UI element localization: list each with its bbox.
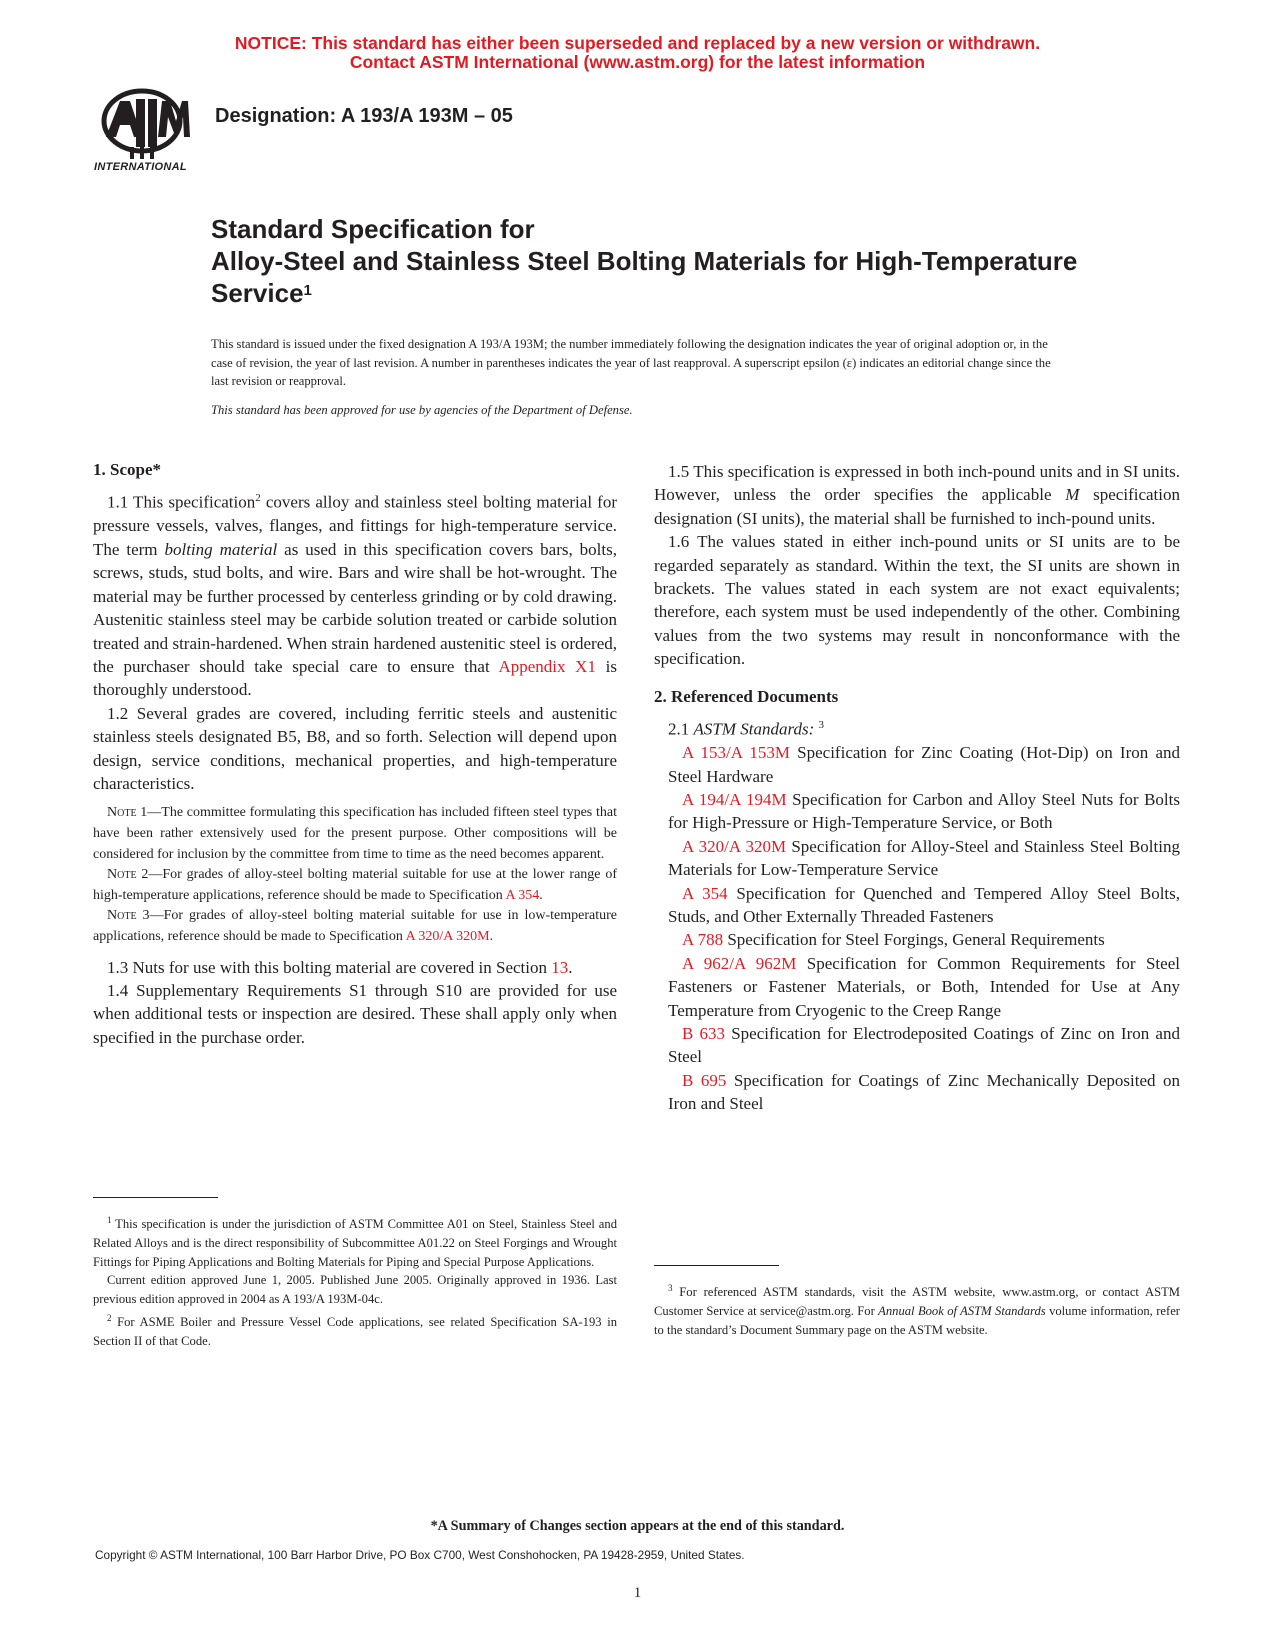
list-item (654, 788, 1180, 835)
standard-title: Specification for Coatings of Zinc Mechanically Deposited on Iron and Steel (668, 1070, 1181, 1114)
a320-link[interactable]: A 320/A 320M (405, 928, 490, 944)
footnote-3-part-a: For referenced ASTM standards, visit the ASTM website, www.astm.org, or contact ASTM Customer Service at service@astm.org. For (654, 1285, 1180, 1318)
referenced-documents-heading: 2. Referenced Documents (654, 686, 839, 706)
title-footnote-mark: 1 (303, 282, 312, 299)
standard-title: Specification for Quenched and Tempered Alloy Steel Bolts, Studs, and Other Externally Threaded Fasteners (668, 883, 1181, 926)
footnote-3-book: Annual Book of ASTM Standards (878, 1303, 1046, 1318)
p1-part-b: covers alloy and stainless steel bolting material for pressure vessels, valves, flanges, and fittings for high-temperature service. The term (93, 493, 617, 559)
summary-of-changes-note: *A Summary of Changes section appears at the end of this standard. (430, 1518, 845, 1534)
p1-part-c: as used in this specification covers bars, bolts, screws, studs, stud bolts, and wire. Bars and wire shall be hot-wrought. The material may be further processed by centerless grinding or by cold drawing. Austenitic stainless steel may be carbide solution treated or carbide solution treated and strain-hardened. When strain hardened austenitic steel is ordered, the purchaser should take special care to ensure that (93, 539, 617, 676)
paragraph-1-2: 1.2 Several grades are covered, including ferritic steels and austenitic stainless steels designated B5, B8, and so forth. Selection will depend upon design, service conditions, mechanical properties, and high-temperature characteristics. (93, 703, 617, 793)
footnote-1-text: This specification is under the jurisdiction of ASTM Committee A01 on Steel, Stainless Steel and Related Alloys and is the direct responsibility of Subcommittee A01.22 on Steel Forgings and Wrought Fittings for Piping Applications and Bolting Materials for Piping and Special Purpose Applications. (93, 1217, 617, 1269)
page-number: 1 (633, 1585, 642, 1601)
footnote-3 (654, 1279, 1180, 1339)
note-3 (93, 906, 617, 947)
footnote-2-text: For ASME Boiler and Pressure Vessel Code applications, see related Specification SA-193 in Section II of that Code. (93, 1314, 617, 1348)
astm-international-logo (92, 85, 202, 180)
sub-number: 2.1 (668, 719, 694, 739)
sub-footnote-mark: 3 (818, 719, 824, 732)
note-2-label: Note 2 (107, 867, 149, 883)
standard-title: Specification for Common Requirements for Steel Fasteners or Fastener Materials, or Both, Intended for Use at Any Temperature from Cryogenic to the Creep Range (668, 953, 1180, 1020)
note-2-end: . (539, 887, 543, 903)
footnote-3-mark: 3 (668, 1283, 673, 1293)
list-item (654, 741, 1180, 788)
right-column (654, 460, 1180, 1116)
a354-link[interactable]: A 354 (505, 887, 540, 903)
footnote-rule-right (654, 1265, 779, 1266)
list-item (654, 835, 1180, 882)
p1-part-d: is thoroughly understood. (93, 656, 618, 700)
p1-part-a: 1.1 This specification (107, 493, 256, 513)
p1-term: bolting material (164, 539, 278, 559)
p5-part-a: 1.5 This specification is expressed in both inch-pound units and in SI units. However, unless the order specifies the applicable (654, 462, 1180, 505)
list-item (654, 952, 1180, 1022)
p5-term: M (1065, 485, 1080, 505)
paragraph-1-4: 1.4 Supplementary Requirements S1 through S10 are provided for use when additional tests or inspection are desired. These shall apply only when specified in the purchase order. (93, 980, 617, 1047)
footnote-2-mark: 2 (107, 1312, 112, 1323)
superseded-notice (0, 34, 1275, 72)
standard-link[interactable]: A 962/A 962M (682, 953, 797, 973)
standard-link[interactable]: A 354 (682, 883, 728, 903)
footnote-1-edition: Current edition approved June 1, 2005. Published June 2005. Originally approved in 1936. Last previous edition approved in 2004 as A 193/A 193M-04c. (93, 1273, 617, 1306)
p3-text: 1.3 Nuts for use with this bolting material are covered in Section (107, 957, 552, 977)
section-13-link[interactable]: 13 (551, 957, 569, 977)
footnote-3-part-b: volume information, refer to the standard’s Document Summary page on the ASTM website. (654, 1303, 1180, 1337)
astm-standards-subheading (654, 714, 1180, 741)
sub-title: ASTM Standards: (693, 719, 815, 739)
list-item (654, 882, 1180, 929)
paragraph-1-5 (654, 460, 1180, 530)
paragraph-1-1 (93, 487, 617, 701)
note-1-label: Note 1 (107, 805, 148, 821)
dod-approval-note: This standard has been approved for use by agencies of the Department of Defense. (211, 403, 633, 417)
p5-part-b: specification designation (SI units), the material shall be furnished to inch-pound units. (654, 485, 1180, 528)
referenced-standards-list (654, 741, 1180, 1116)
standard-title: Specification for Carbon and Alloy Steel Nuts for Bolts for High-Pressure or High-Temperature Service, or Both (668, 789, 1180, 833)
list-item (654, 1069, 1180, 1116)
document-title (211, 213, 1091, 309)
title-main: Alloy-Steel and Stainless Steel Bolting Materials for High-Temperature Service (211, 246, 1078, 308)
list-item (654, 1022, 1180, 1069)
note-3-end: . (489, 928, 494, 944)
standard-link[interactable]: A 153/A 153M (682, 743, 790, 763)
left-column (93, 458, 617, 1049)
standard-title: Specification for Steel Forgings, General Requirements (723, 930, 1105, 950)
standard-link[interactable]: B 695 (682, 1070, 727, 1090)
footnote-rule-left (93, 1197, 218, 1198)
designation: Designation: A 193/A 193M – 05 (215, 105, 513, 127)
standard-link[interactable]: A 194/A 194M (682, 789, 787, 809)
footnote-1 (93, 1211, 617, 1271)
standard-title: Specification for Zinc Coating (Hot-Dip) on Iron and Steel Hardware (668, 743, 1180, 786)
note-1-text: —The committee formulating this specification has included fifteen steel types that have been rather extensively used for the present purpose. Other compositions will be considered for inclusion by the committee from time to time as the need becomes apparent. (93, 805, 617, 862)
footnotes-right (654, 1279, 1180, 1339)
paragraph-1-6: 1.6 The values stated in either inch-pound units or SI units are to be regarded separately as standard. Within the text, the SI units are shown in brackets. The values stated in each system are not exact equivalents; therefore, each system must be used independently of the other. Combining values from the two systems may result in nonconformance with the specification. (654, 532, 1180, 669)
note-3-label: Note 3 (107, 908, 150, 924)
scope-heading: 1. Scope* (93, 460, 161, 479)
list-item (654, 928, 1180, 951)
notice-line-2: Contact ASTM International (www.astm.org) for the latest information (349, 52, 926, 72)
appendix-x1-link[interactable]: Appendix X1 (498, 656, 596, 676)
note-3-text: —For grades of alloy-steel bolting material suitable for use in low-temperature applications, reference should be made to Specification (93, 908, 617, 944)
note-1 (93, 803, 617, 865)
note-2-text: —For grades of alloy-steel bolting material suitable for use at the lower range of high-temperature applications, reference should be made to Specification (93, 867, 617, 903)
copyright-line: Copyright © ASTM International, 100 Barr Harbor Drive, PO Box C700, West Conshohocken, PA 19428-2959, United States. (95, 1548, 745, 1562)
note-2 (93, 865, 617, 906)
footnote-2 (93, 1309, 617, 1351)
standard-link[interactable]: A 788 (682, 930, 724, 950)
notice-line-1: NOTICE: This standard has either been superseded and replaced by a new version or withdrawn. (234, 33, 1041, 53)
title-line-1: Standard Specification for (211, 214, 535, 244)
p3-end: . (568, 957, 573, 977)
standard-link[interactable]: A 320/A 320M (682, 836, 787, 856)
title-line-2 (211, 245, 1091, 309)
standard-link[interactable]: B 633 (682, 1024, 726, 1043)
paragraph-1-3 (93, 956, 617, 979)
standard-title: Specification for Alloy-Steel and Stainless Steel Bolting Materials for Low-Temperature Service (668, 836, 1180, 880)
footnotes-left (93, 1211, 617, 1350)
issue-note: This standard is issued under the fixed designation A 193/A 193M; the number immediately following the designation indicates the year of original adoption or, in the case of revision, the year of last revision. A number in parentheses indicates the year of last reapproval. A superscript epsilon (ε) indicates an editorial change since the last revision or reapproval. (211, 337, 1051, 388)
standard-title: Specification for Electrodeposited Coatings of Zinc on Iron and Steel (668, 1024, 1180, 1067)
footnote-1-mark: 1 (107, 1215, 112, 1225)
p1-footnote-mark: 2 (255, 492, 261, 505)
logo-wordmark: INTERNATIONAL (94, 161, 187, 173)
